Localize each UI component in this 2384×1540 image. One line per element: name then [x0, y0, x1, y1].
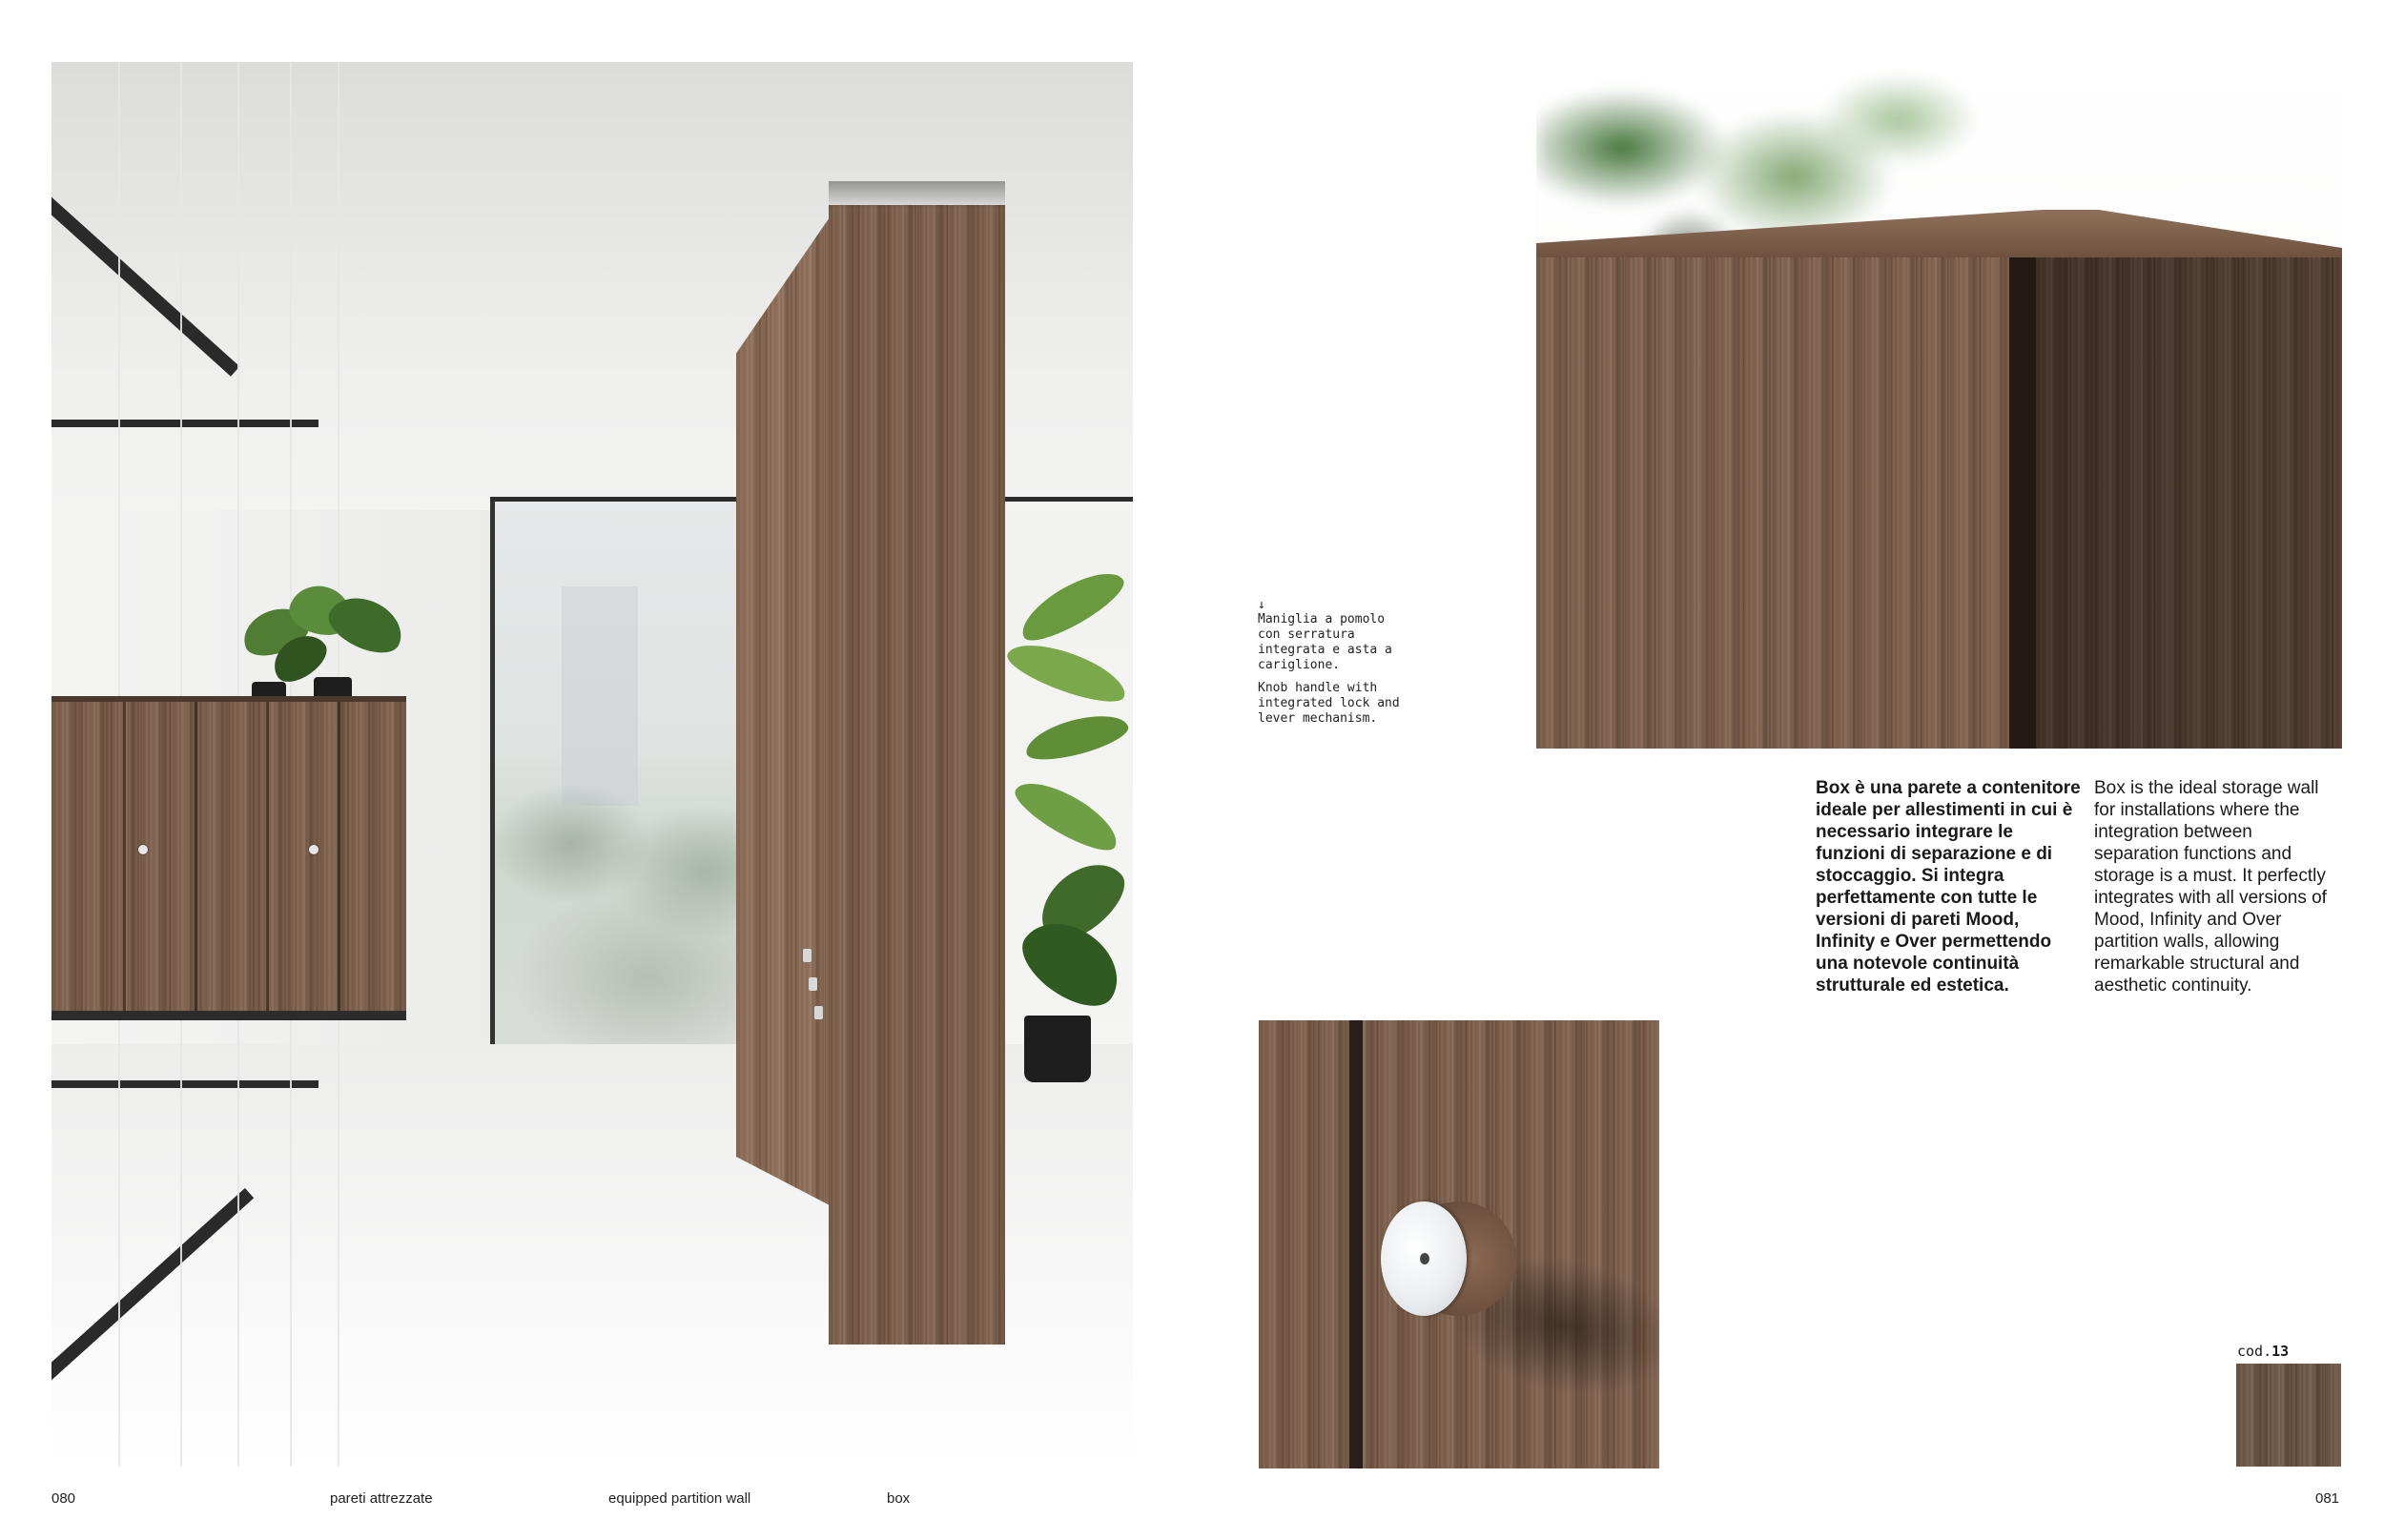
- swatch-label: cod.13: [2237, 1343, 2290, 1360]
- door-gap: [2009, 253, 2036, 749]
- page-number-left: 080: [51, 1490, 76, 1507]
- page-number-right: 081: [2315, 1490, 2340, 1507]
- description-italian: Box è una parete a contenitore ideale per allestimenti in cui è necessario integrare le funzioni di separazione e di stoccaggio. Si integra perfettamente con tutte le versioni di pareti Mood, Infinity e Over permettendo una notevole continuità strutturale ed estetica.: [1816, 778, 2081, 996]
- swatch-code: 13: [2271, 1343, 2290, 1360]
- box-wall-front: [829, 205, 1005, 1345]
- caption-english: Knob handle with integrated lock and lever mechanism.: [1258, 681, 1400, 726]
- knob-detail-photo: [1259, 1020, 1659, 1468]
- cabinet-corner-photo: [1536, 62, 2342, 749]
- arrow-down-icon: ↓: [1258, 598, 1265, 612]
- description-english: Box is the ideal storage wall for installations where the integration between separation functions and storage is a must. It perfectly integrates with all versions of Mood, Infinity and Over partition walls, allowing remarkable structural and aesthetic continuity.: [2094, 778, 2327, 996]
- storage-cabinet: [51, 696, 406, 1016]
- cabinet-knob: [309, 845, 319, 854]
- product-name: box: [887, 1490, 911, 1507]
- caption-italian: Maniglia a pomolo con serratura integrata e asta a cariglione.: [1258, 612, 1392, 672]
- cabinet-knob: [138, 845, 148, 854]
- finish-swatch: [2236, 1364, 2341, 1467]
- section-english: equipped partition wall: [608, 1490, 751, 1507]
- image-caption: [1258, 599, 1410, 734]
- box-wall-shadow: [829, 181, 1005, 210]
- section-italian: pareti attrezzate: [330, 1490, 433, 1507]
- cabinet-door-front: [1536, 253, 2013, 749]
- hero-photo: [51, 62, 1133, 1467]
- door-seam: [1349, 1020, 1363, 1468]
- ceiling-track-front: [51, 420, 319, 427]
- floor-track-front: [51, 1080, 319, 1088]
- palm-plant: [1005, 567, 1133, 1101]
- cabinet-plinth: [51, 1011, 406, 1020]
- keyhole-icon: [1420, 1253, 1429, 1264]
- box-wall-side: [736, 215, 832, 1206]
